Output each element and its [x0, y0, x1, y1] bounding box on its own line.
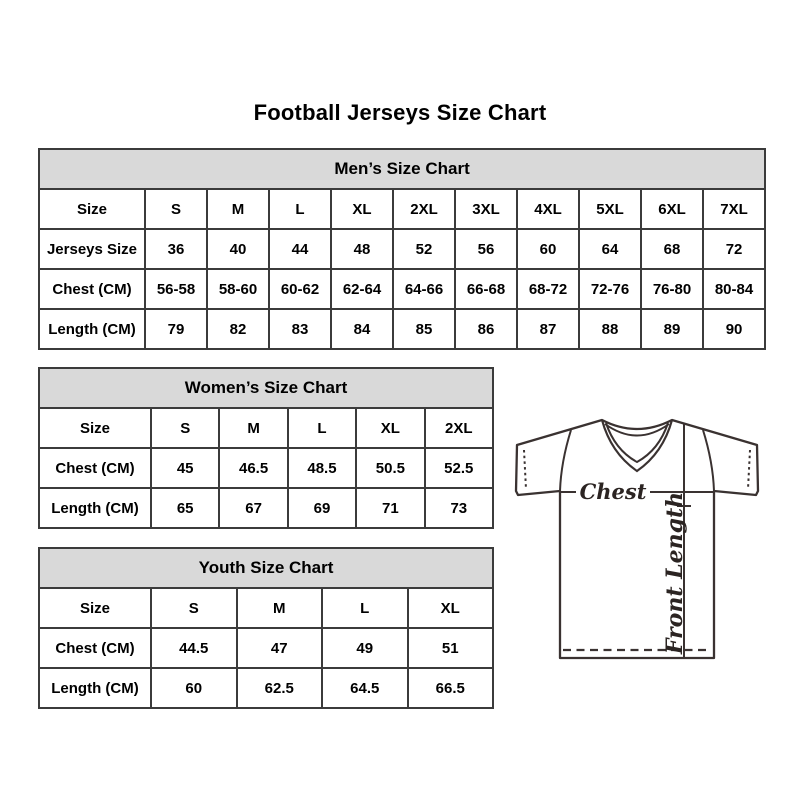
value-cell: M — [219, 408, 287, 448]
value-cell: 2XL — [425, 408, 493, 448]
row-label: Size — [39, 408, 151, 448]
value-cell: S — [151, 588, 237, 628]
value-cell: 52.5 — [425, 448, 493, 488]
mens-size-table — [38, 148, 766, 350]
row-label: Chest (CM) — [39, 628, 151, 668]
value-cell: 68-72 — [517, 269, 579, 309]
row-label: Chest (CM) — [39, 269, 145, 309]
value-cell: S — [145, 189, 207, 229]
value-cell: 3XL — [455, 189, 517, 229]
value-cell: 73 — [425, 488, 493, 528]
value-cell: M — [237, 588, 323, 628]
value-cell: 44.5 — [151, 628, 237, 668]
value-cell: 51 — [408, 628, 494, 668]
jersey-diagram — [505, 400, 770, 665]
value-cell: 52 — [393, 229, 455, 269]
value-cell: 2XL — [393, 189, 455, 229]
value-cell: 36 — [145, 229, 207, 269]
value-cell: 71 — [356, 488, 424, 528]
value-cell: 76-80 — [641, 269, 703, 309]
value-cell: 64-66 — [393, 269, 455, 309]
row-label: Length (CM) — [39, 488, 151, 528]
table-row — [39, 588, 493, 628]
table-row — [39, 269, 765, 309]
table-title: Women’s Size Chart — [39, 368, 493, 408]
value-cell: 56-58 — [145, 269, 207, 309]
value-cell: 48 — [331, 229, 393, 269]
row-label: Length (CM) — [39, 309, 145, 349]
table-row — [39, 628, 493, 668]
right-armhole-seam — [703, 430, 714, 491]
value-cell: 60-62 — [269, 269, 331, 309]
value-cell: 56 — [455, 229, 517, 269]
value-cell: 67 — [219, 488, 287, 528]
jersey-outline-shape — [516, 420, 758, 658]
value-cell: L — [288, 408, 356, 448]
value-cell: 48.5 — [288, 448, 356, 488]
table-title: Youth Size Chart — [39, 548, 493, 588]
value-cell: 65 — [151, 488, 219, 528]
table-row — [39, 229, 765, 269]
value-cell: XL — [408, 588, 494, 628]
value-cell: XL — [331, 189, 393, 229]
value-cell: 44 — [269, 229, 331, 269]
value-cell: 64.5 — [322, 668, 408, 708]
table-row — [39, 309, 765, 349]
value-cell: 62.5 — [237, 668, 323, 708]
value-cell: M — [207, 189, 269, 229]
value-cell: 50.5 — [356, 448, 424, 488]
youth-size-table — [38, 547, 494, 709]
front-length-label: Front Length — [662, 491, 688, 655]
value-cell: 85 — [393, 309, 455, 349]
value-cell: 90 — [703, 309, 765, 349]
value-cell: 87 — [517, 309, 579, 349]
value-cell: 68 — [641, 229, 703, 269]
value-cell: 79 — [145, 309, 207, 349]
table-row — [39, 189, 765, 229]
value-cell: 66.5 — [408, 668, 494, 708]
value-cell: XL — [356, 408, 424, 448]
value-cell: 64 — [579, 229, 641, 269]
page-title: Football Jerseys Size Chart — [253, 100, 547, 125]
value-cell: 7XL — [703, 189, 765, 229]
value-cell: 83 — [269, 309, 331, 349]
value-cell: L — [269, 189, 331, 229]
table-row — [39, 408, 493, 448]
value-cell: 88 — [579, 309, 641, 349]
value-cell: 86 — [455, 309, 517, 349]
table-row — [39, 448, 493, 488]
value-cell: 49 — [322, 628, 408, 668]
value-cell: 60 — [517, 229, 579, 269]
value-cell: 5XL — [579, 189, 641, 229]
row-label: Chest (CM) — [39, 448, 151, 488]
row-label: Size — [39, 588, 151, 628]
value-cell: 66-68 — [455, 269, 517, 309]
chest-label: Chest — [579, 479, 647, 504]
value-cell: 72 — [703, 229, 765, 269]
value-cell: 80-84 — [703, 269, 765, 309]
value-cell: 60 — [151, 668, 237, 708]
value-cell: 40 — [207, 229, 269, 269]
value-cell: 89 — [641, 309, 703, 349]
left-armhole-seam — [560, 430, 571, 491]
value-cell: 4XL — [517, 189, 579, 229]
value-cell: S — [151, 408, 219, 448]
value-cell: 45 — [151, 448, 219, 488]
womens-size-table — [38, 367, 494, 529]
table-row — [39, 488, 493, 528]
value-cell: L — [322, 588, 408, 628]
left-cuff-stitch — [524, 450, 526, 489]
value-cell: 62-64 — [331, 269, 393, 309]
value-cell: 69 — [288, 488, 356, 528]
row-label: Length (CM) — [39, 668, 151, 708]
value-cell: 6XL — [641, 189, 703, 229]
value-cell: 72-76 — [579, 269, 641, 309]
row-label: Size — [39, 189, 145, 229]
row-label: Jerseys Size — [39, 229, 145, 269]
table-title: Men’s Size Chart — [39, 149, 765, 189]
value-cell: 58-60 — [207, 269, 269, 309]
value-cell: 82 — [207, 309, 269, 349]
right-cuff-stitch — [748, 450, 750, 489]
table-row — [39, 668, 493, 708]
value-cell: 46.5 — [219, 448, 287, 488]
value-cell: 84 — [331, 309, 393, 349]
value-cell: 47 — [237, 628, 323, 668]
